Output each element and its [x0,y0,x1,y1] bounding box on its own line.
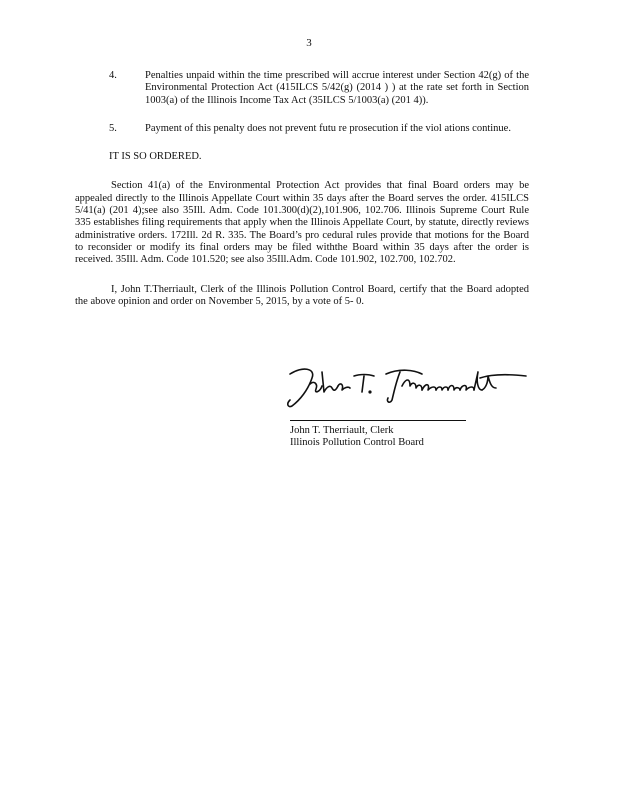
numbered-item-4 [109,70,529,107]
item-number: 5. [109,122,117,134]
certification-paragraph-text: I, John T.Therriault, Clerk of the Illinois Pollution Control Board, certify that the Board adopted the above opinion and order on November 5, 2015, by a vote of 5- 0. [75,283,529,307]
numbered-item-5 [109,123,529,135]
signature-line [290,420,466,421]
item-number: 4. [109,70,117,81]
signer-organization: Illinois Pollution Control Board [290,437,424,449]
signer-details [290,425,470,450]
signer-name: John T. Therriault, Clerk [290,425,394,436]
appeal-paragraph-text: Section 41(a) of the Environmental Protection Act provides that final Board orders may be appealed directly to the Illinois Appellate Court within 35 days after the Board serves the order. 415ILCS 5/41(a) (201 4);see also 35Ill. Adm. Code 101.300(d)(2),101.906, 102.706. Illinois Supreme Court Rule 335 establishes filing requirements that apply when the Illinois Appellate Court, by statute, directly reviews administrative orders. 172Ill. 2d R. 335. The Board’s pro cedural rules provide that motions for the Board to reconsider or modify its final orders may be filed withthe Board within 35 days after the order is received. 35Ill. Adm. Code 101.520; see also 35Ill.Adm. Code 101.902, 102.700, 102.702. [75,180,529,266]
item-text: Payment of this penalty does not prevent futu re prosecution if the viol ations continue. [145,122,511,134]
item-text: Penalties unpaid within the time prescribed will accrue interest under Section 42(g) of the Environmental Protection Act (415ILCS 5/42(g) (2014 ) ) at the rate set forth in Section 1003(a) of the Illinois Income Tax Act (35ILCS 5/1003(a) (201 4)). [145,70,529,106]
page-number: 3 [306,37,312,49]
signature-block [290,362,470,450]
order-statement: IT IS SO ORDERED. [109,151,202,163]
handwritten-signature [282,362,532,412]
document-body [75,70,529,325]
appeal-paragraph [75,180,529,266]
certification-paragraph [75,284,529,309]
